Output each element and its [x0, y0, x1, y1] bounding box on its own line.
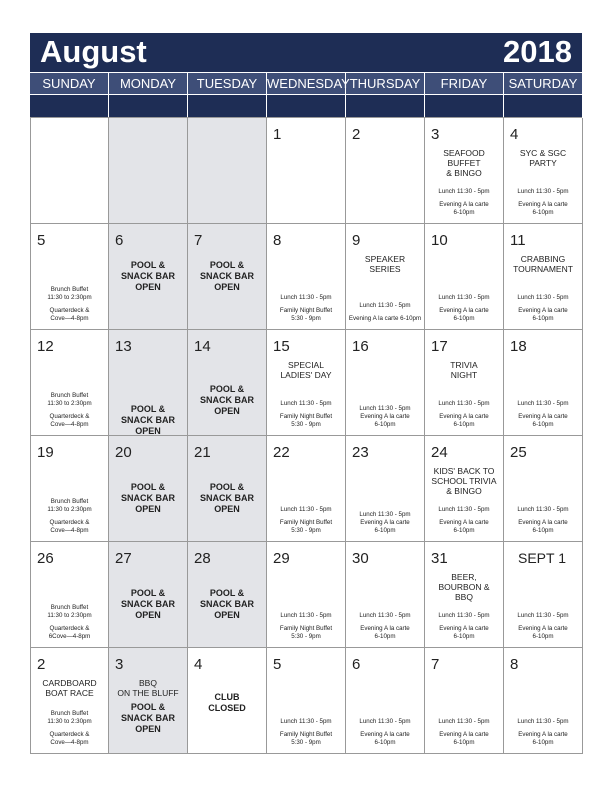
dining-hours-line: Lunch 11:30 - 5pm Evening A la carte 6-10pm [359, 511, 411, 534]
day-cell [109, 224, 188, 330]
dining-hours-line: Lunch 11:30 - 5pm [517, 612, 569, 619]
dining-hours-line: Evening A la carte 6-10pm [439, 731, 489, 746]
day-cell [425, 542, 504, 648]
day-number: 13 [115, 338, 132, 355]
day-number: 8 [273, 232, 282, 249]
dining-hours [505, 718, 581, 747]
day-cell [425, 330, 504, 436]
day-number: 22 [273, 444, 290, 461]
dining-hours-line: Quarterdeck & Cove—4-8pm [49, 413, 90, 428]
pool-status: POOL & SNACK BAR OPEN [121, 702, 175, 734]
pool-status: POOL & SNACK BAR OPEN [121, 482, 175, 514]
dining-hours [268, 718, 344, 747]
day-number: 31 [431, 550, 448, 567]
day-cell [267, 542, 346, 648]
day-cell [267, 330, 346, 436]
day-number: 24 [431, 444, 448, 461]
dining-hours [347, 405, 423, 429]
event-title: SPECIAL LADIES' DAY [280, 360, 332, 380]
day-cell [346, 648, 425, 754]
day-cell [109, 648, 188, 754]
dining-hours [347, 718, 423, 747]
weekday-header-row [30, 72, 582, 94]
dining-hours-line: Brunch Buffet 11:30 to 2:30pm [47, 392, 92, 407]
day-number: 3 [115, 656, 124, 673]
pool-status: POOL & SNACK BAR OPEN [121, 588, 175, 620]
day-number: 8 [510, 656, 519, 673]
dining-hours-line: Evening A la carte 6-10pm [439, 307, 489, 322]
dining-hours-line: Evening A la carte 6-10pm [518, 201, 568, 216]
dining-hours-line: Lunch 11:30 - 5pm [517, 506, 569, 513]
header-band [30, 94, 582, 117]
day-cell [31, 224, 109, 330]
dining-hours-line: Family Night Buffet 5:30 - 9pm [279, 519, 333, 534]
dining-hours [268, 612, 344, 641]
calendar-header [30, 33, 582, 72]
day-cell [425, 118, 504, 224]
dining-hours-line: Evening A la carte 6-10pm [518, 413, 568, 428]
dining-hours-line: Lunch 11:30 - 5pm [438, 188, 490, 195]
event-title: SYC & SGC PARTY [519, 148, 567, 168]
dining-hours [347, 511, 423, 535]
day-cell [504, 648, 583, 754]
day-number: 9 [352, 232, 361, 249]
day-cell [188, 330, 267, 436]
weekday-friday: FRIDAY [424, 73, 503, 94]
dining-hours-line: Evening A la carte 6-10pm [439, 519, 489, 534]
day-cell [188, 224, 267, 330]
day-number: 19 [37, 444, 54, 461]
club-closed-notice: CLUB CLOSED [208, 692, 246, 713]
day-cell [31, 648, 109, 754]
dining-hours-line: Lunch 11:30 - 5pm [438, 400, 490, 407]
day-cell [504, 224, 583, 330]
weekday-thursday: THURSDAY [345, 73, 424, 94]
day-number: 3 [431, 126, 440, 143]
day-number: 17 [431, 338, 448, 355]
dining-hours-line: Quarterdeck & 6Cove—4-8pm [48, 625, 91, 640]
day-number: 27 [115, 550, 132, 567]
pool-status: POOL & SNACK BAR OPEN [200, 588, 254, 620]
dining-hours-line: Evening A la carte 6-10pm [439, 625, 489, 640]
dining-hours-line: Lunch 11:30 - 5pm [280, 506, 332, 513]
dining-hours [505, 188, 581, 217]
day-number: 12 [37, 338, 54, 355]
dining-hours-line: Lunch 11:30 - 5pm [280, 612, 332, 619]
day-number: 5 [273, 656, 282, 673]
day-number: 1 [273, 126, 282, 143]
dining-hours [426, 718, 502, 747]
day-number: SEPT 1 [518, 550, 566, 566]
dining-hours-line: Lunch 11:30 - 5pm [280, 718, 332, 725]
dining-hours [347, 302, 423, 323]
dining-hours [426, 188, 502, 217]
dining-hours [32, 286, 107, 323]
calendar [30, 33, 582, 754]
dining-hours [426, 612, 502, 641]
day-number: 4 [510, 126, 519, 143]
day-cell [425, 648, 504, 754]
day-cell [267, 118, 346, 224]
dining-hours-line: Lunch 11:30 - 5pm [280, 294, 332, 301]
event-title: SEAFOOD BUFFET & BINGO [443, 148, 485, 178]
event-title: BEER, BOURBON & BBQ [438, 572, 490, 602]
day-number: 25 [510, 444, 527, 461]
day-cell [188, 118, 267, 224]
day-cell [504, 436, 583, 542]
day-cell [109, 436, 188, 542]
day-number: 28 [194, 550, 211, 567]
day-cell [31, 542, 109, 648]
dining-hours-line: Lunch 11:30 - 5pm [517, 718, 569, 725]
dining-hours-line: Brunch Buffet 11:30 to 2:30pm [47, 286, 92, 301]
event-title: TRIVIA NIGHT [450, 360, 478, 380]
dining-hours [32, 392, 107, 429]
event-title: SPEAKER SERIES [364, 254, 406, 274]
day-number: 6 [352, 656, 361, 673]
pool-status: POOL & SNACK BAR OPEN [200, 482, 254, 514]
dining-hours-line: Quarterdeck & Cove—4-8pm [49, 519, 90, 534]
day-number: 10 [431, 232, 448, 249]
event-title: BBQ ON THE BLUFF [117, 678, 179, 698]
dining-hours-line: Evening A la carte 6-10pm [360, 731, 410, 746]
day-cell [109, 330, 188, 436]
dining-hours-line: Lunch 11:30 - 5pm [517, 294, 569, 301]
dining-hours-line: Family Night Buffet 5:30 - 9pm [279, 307, 333, 322]
dining-hours-line: Lunch 11:30 - 5pm [517, 188, 569, 195]
day-number: 26 [37, 550, 54, 567]
dining-hours-line: Lunch 11:30 - 5pm [438, 612, 490, 619]
day-number: 30 [352, 550, 369, 567]
day-cell [504, 330, 583, 436]
weekday-monday: MONDAY [108, 73, 187, 94]
day-cell [109, 542, 188, 648]
dining-hours [32, 604, 107, 641]
dining-hours-line: Lunch 11:30 - 5pm [517, 400, 569, 407]
dining-hours-line: Evening A la carte 6-10pm [518, 625, 568, 640]
month-title: August [40, 34, 147, 69]
dining-hours-line: Evening A la carte 6-10pm [439, 413, 489, 428]
day-number: 29 [273, 550, 290, 567]
day-cell [267, 648, 346, 754]
dining-hours-line: Family Night Buffet 5:30 - 9pm [279, 413, 333, 428]
day-cell [346, 118, 425, 224]
dining-hours-line: Quarterdeck & Cove—4-8pm [49, 731, 90, 746]
dining-hours-line: Lunch 11:30 - 5pm [359, 302, 411, 309]
dining-hours [426, 506, 502, 535]
day-cell [267, 224, 346, 330]
day-number: 5 [37, 232, 46, 249]
dining-hours [268, 400, 344, 429]
dining-hours-line: Brunch Buffet 11:30 to 2:30pm [47, 498, 92, 513]
day-number: 4 [194, 656, 203, 673]
day-cell [109, 118, 188, 224]
dining-hours-line: Quarterdeck & Cove—4-8pm [49, 307, 90, 322]
dining-hours-line: Family Night Buffet 5:30 - 9pm [279, 625, 333, 640]
day-cell [346, 436, 425, 542]
dining-hours [505, 612, 581, 641]
day-cell [504, 118, 583, 224]
dining-hours [32, 498, 107, 535]
day-cell [31, 436, 109, 542]
dining-hours [505, 294, 581, 323]
dining-hours-line: Lunch 11:30 - 5pm [359, 718, 411, 725]
day-number: 11 [510, 232, 526, 249]
dining-hours [268, 294, 344, 323]
day-number: 21 [194, 444, 211, 461]
day-number: 2 [37, 656, 46, 673]
dining-hours [426, 400, 502, 429]
day-cell [31, 330, 109, 436]
day-cell [425, 436, 504, 542]
dining-hours [268, 506, 344, 535]
dining-hours-line: Brunch Buffet 11:30 to 2:30pm [47, 604, 92, 619]
dining-hours-line: Evening A la carte 6-10pm [518, 307, 568, 322]
day-cell [346, 224, 425, 330]
weekday-sunday: SUNDAY [42, 76, 96, 91]
day-number: 16 [352, 338, 369, 355]
pool-status: POOL & SNACK BAR OPEN [121, 404, 175, 436]
day-number: 23 [352, 444, 369, 461]
dining-hours-line: Evening A la carte 6-10pm [518, 519, 568, 534]
dining-hours-line: Lunch 11:30 - 5pm [438, 506, 490, 513]
dining-hours [426, 294, 502, 323]
dining-hours-line: Lunch 11:30 - 5pm [280, 400, 332, 407]
event-title: KIDS' BACK TO SCHOOL TRIVIA & BINGO [431, 466, 497, 496]
pool-status: POOL & SNACK BAR OPEN [121, 260, 175, 292]
day-number: 7 [431, 656, 440, 673]
dining-hours-line: Lunch 11:30 - 5pm [359, 612, 411, 619]
day-cell [188, 542, 267, 648]
day-cell [31, 118, 109, 224]
weekday-saturday: SATURDAY [503, 73, 582, 94]
day-cell [346, 542, 425, 648]
dining-hours-line: Brunch Buffet 11:30 to 2:30pm [47, 710, 92, 725]
calendar-grid [30, 117, 582, 754]
day-number: 15 [273, 338, 290, 355]
dining-hours-line: Evening A la carte 6-10pm [439, 201, 489, 216]
day-cell [188, 436, 267, 542]
day-number: 6 [115, 232, 124, 249]
dining-hours-line: Evening A la carte 6-10pm [360, 625, 410, 640]
day-cell [188, 648, 267, 754]
day-cell [346, 330, 425, 436]
dining-hours [32, 710, 107, 747]
weekday-tuesday: TUESDAY [187, 73, 266, 94]
year-title: 2018 [503, 34, 572, 69]
day-cell [267, 436, 346, 542]
dining-hours [505, 400, 581, 429]
day-number: 14 [194, 338, 211, 355]
dining-hours-line: Lunch 11:30 - 5pm [438, 294, 490, 301]
weekday-wednesday: WEDNESDAY [266, 73, 345, 94]
day-number: 20 [115, 444, 132, 461]
day-cell [504, 542, 583, 648]
day-number: 7 [194, 232, 203, 249]
dining-hours [505, 506, 581, 535]
dining-hours-line: Lunch 11:30 - 5pm [438, 718, 490, 725]
day-cell [425, 224, 504, 330]
dining-hours [347, 612, 423, 641]
pool-status: POOL & SNACK BAR OPEN [200, 260, 254, 292]
day-number: 2 [352, 126, 361, 143]
pool-status: POOL & SNACK BAR OPEN [200, 384, 254, 416]
event-title: CARDBOARD BOAT RACE [42, 678, 97, 698]
dining-hours-line: Evening A la carte 6-10pm [518, 731, 568, 746]
dining-hours-line: Family Night Buffet 5:30 - 9pm [279, 731, 333, 746]
day-number: 18 [510, 338, 527, 355]
dining-hours-line: Evening A la carte 6-10pm [348, 315, 422, 322]
dining-hours-line: Lunch 11:30 - 5pm Evening A la carte 6-10pm [359, 405, 411, 428]
event-title: CRABBING TOURNAMENT [513, 254, 573, 274]
